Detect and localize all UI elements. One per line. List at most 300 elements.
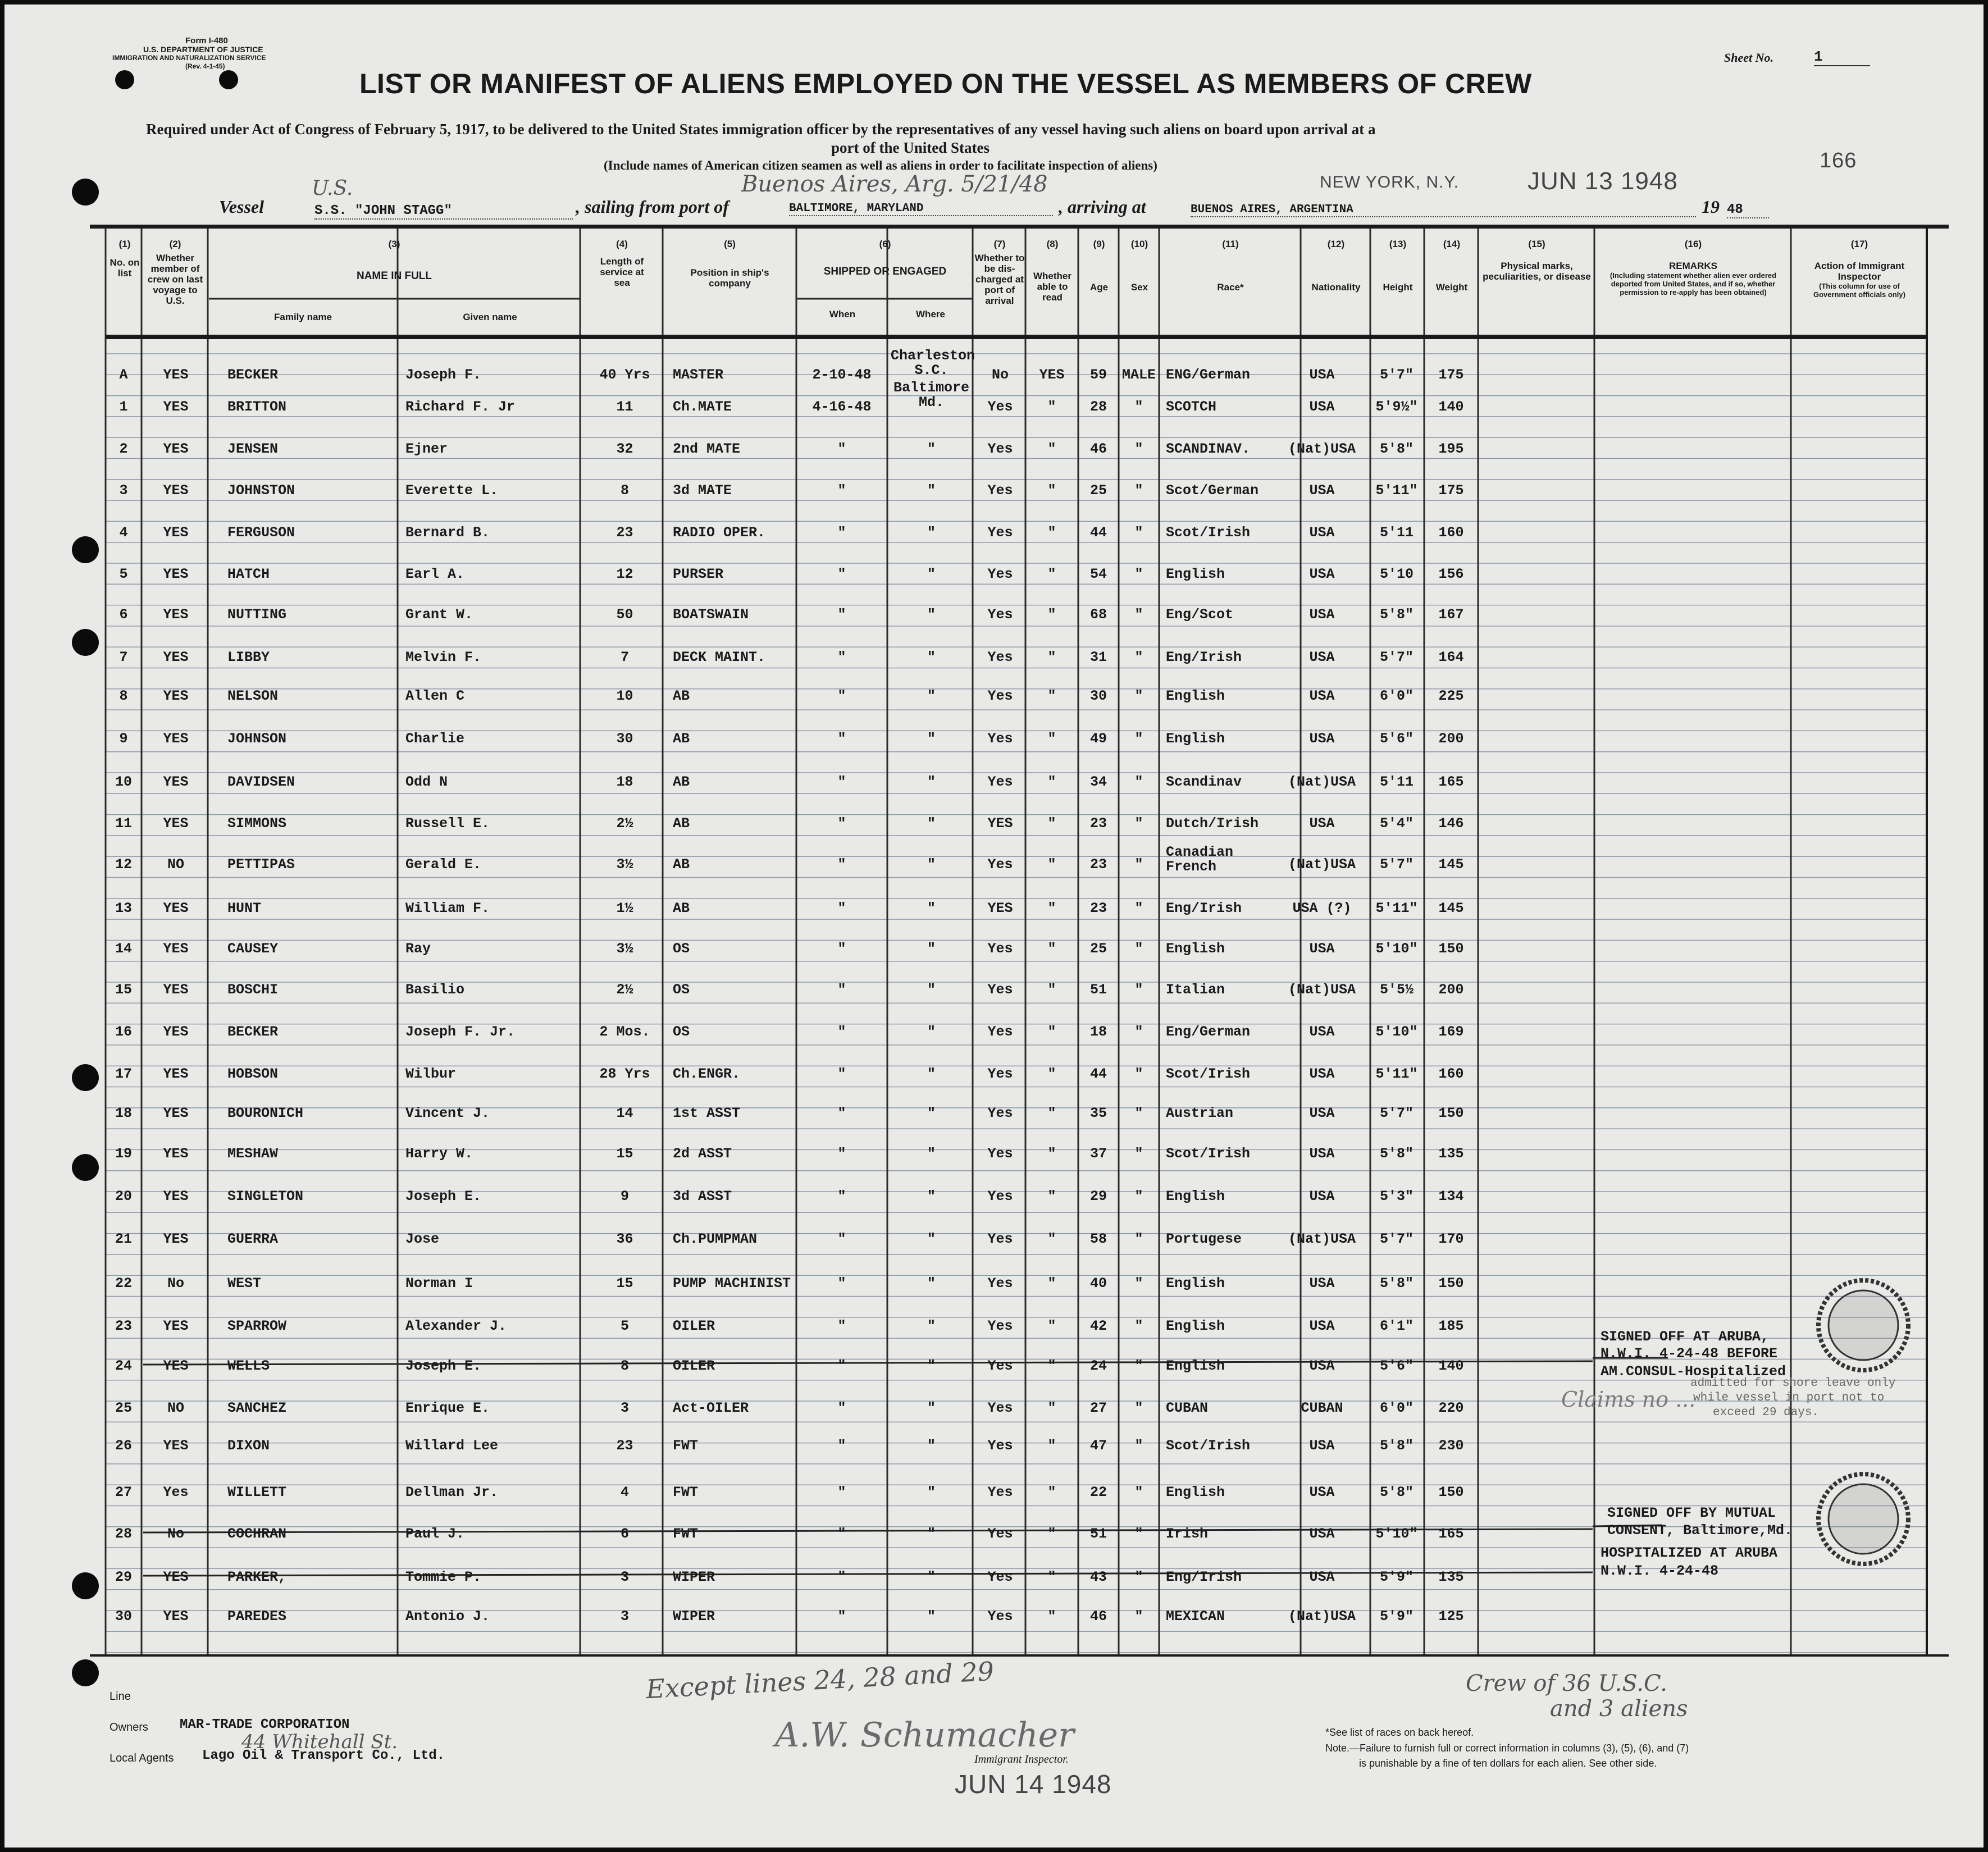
- row-10-given: Odd N: [405, 774, 448, 790]
- row-11-where: ": [927, 815, 936, 832]
- row-1-read: ": [1047, 399, 1056, 415]
- row-3-nat: USA: [1309, 482, 1335, 499]
- row-16-age: 18: [1089, 1024, 1107, 1040]
- row-5-no: 5: [119, 566, 128, 582]
- row-21-no: 21: [115, 1231, 132, 1247]
- row-7-family: LIBBY: [227, 649, 270, 665]
- row-17-age: 44: [1089, 1066, 1107, 1082]
- row-A-race: ENG/German: [1166, 367, 1251, 383]
- row-6-race: Eng/Scot: [1166, 606, 1234, 623]
- row-13-age: 23: [1089, 900, 1107, 916]
- row-27-weight: 150: [1438, 1484, 1464, 1500]
- remark-29-line-1: HOSPITALIZED AT ARUBA: [1601, 1545, 1778, 1561]
- row-12-service: 3½: [616, 856, 633, 873]
- row-3-read: ": [1047, 482, 1056, 499]
- row-4-service: 23: [616, 524, 633, 541]
- row-18-weight: 150: [1438, 1105, 1464, 1121]
- row-16-race: Eng/German: [1166, 1024, 1251, 1040]
- col-1-header: (1) No. on list: [110, 239, 140, 279]
- row-6-height: 5'8": [1379, 606, 1414, 623]
- row-12-age: 23: [1089, 856, 1107, 873]
- page-title: LIST OR MANIFEST OF ALIENS EMPLOYED ON THE VESSEL AS MEMBERS OF CREW: [359, 68, 1532, 99]
- row-5-sex: ": [1134, 566, 1143, 582]
- row-13-sex: ": [1134, 900, 1143, 916]
- form-revision: (Rev. 4-1-45): [185, 62, 225, 70]
- row-28-position: FWT: [673, 1526, 699, 1542]
- row-4-sex: ": [1134, 524, 1143, 541]
- row-7-disch: Yes: [987, 649, 1013, 665]
- row-A-family: BECKER: [227, 367, 279, 383]
- row-21-when: ": [837, 1231, 846, 1247]
- row-4-height: 5'11: [1379, 524, 1414, 541]
- row-19-family: MESHAW: [227, 1146, 279, 1162]
- row-19-no: 19: [115, 1146, 132, 1162]
- row-28-given: Paul J.: [405, 1526, 465, 1542]
- row-20-service: 9: [620, 1188, 629, 1205]
- consular-seal: [1829, 1484, 1898, 1554]
- row-12-weight: 145: [1438, 856, 1464, 873]
- row-A-service: 40 Yrs: [599, 367, 650, 383]
- col-7-header: (7) Whether to be dis-charged at port of arrival: [974, 239, 1025, 306]
- row-26-race: Scot/Irish: [1166, 1438, 1251, 1454]
- row-20-position: 3d ASST: [673, 1188, 732, 1205]
- row-22-height: 5'8": [1379, 1275, 1414, 1292]
- row-14-read: ": [1047, 941, 1056, 957]
- row-16-when: ": [837, 1024, 846, 1040]
- row-8-read: ": [1047, 688, 1056, 704]
- row-2-nat: (Nat)USA: [1288, 441, 1356, 457]
- row-3-disch: Yes: [987, 482, 1013, 499]
- row-15-service: 2½: [616, 982, 633, 998]
- row-24-age: 24: [1089, 1358, 1107, 1374]
- col-14-header: (14) Weight: [1435, 239, 1468, 293]
- row-25-last: NO: [167, 1400, 184, 1416]
- row-14-given: Ray: [405, 941, 431, 957]
- row-30-last: YES: [163, 1608, 189, 1625]
- row-12-sex: ": [1134, 856, 1143, 873]
- sailing-label: , sailing from port of: [576, 197, 729, 217]
- row-8-family: NELSON: [227, 688, 279, 704]
- row-A-height: 5'7": [1379, 367, 1414, 383]
- row-9-weight: 200: [1438, 731, 1464, 747]
- row-4-last: YES: [163, 524, 189, 541]
- row-20-no: 20: [115, 1188, 132, 1205]
- row-19-when: ": [837, 1146, 846, 1162]
- row-2-sex: ": [1134, 441, 1143, 457]
- row-29-service: 3: [620, 1569, 629, 1585]
- row-30-no: 30: [115, 1608, 132, 1625]
- row-2-age: 46: [1089, 441, 1107, 457]
- row-23-sex: ": [1134, 1318, 1143, 1334]
- row-9-no: 9: [119, 731, 128, 747]
- col-10-header: (10) Sex: [1130, 239, 1148, 293]
- row-8-age: 30: [1089, 688, 1107, 704]
- row-23-disch: Yes: [987, 1318, 1013, 1334]
- subtitle-line-1: Required under Act of Congress of February 5, 1917, to be delivered to the United States immigration officer by the representatives of any vessel having such aliens on board upon arrival at a: [146, 121, 1376, 138]
- row-20-height: 5'3": [1379, 1188, 1414, 1205]
- row-22-sex: ": [1134, 1275, 1143, 1292]
- row-19-sex: ": [1134, 1146, 1143, 1162]
- row-30-when: ": [837, 1608, 846, 1625]
- row-6-weight: 167: [1438, 606, 1464, 623]
- row-1-no: 1: [119, 399, 128, 415]
- row-27-nat: USA: [1309, 1484, 1335, 1500]
- row-18-nat: USA: [1309, 1105, 1335, 1121]
- row-15-read: ": [1047, 982, 1056, 998]
- row-20-given: Joseph E.: [405, 1188, 482, 1205]
- row-19-nat: USA: [1309, 1146, 1335, 1162]
- row-28-family: COCHRAN: [227, 1526, 287, 1542]
- row-28-sex: ": [1134, 1526, 1143, 1542]
- row-25-service: 3: [620, 1400, 629, 1416]
- row-10-disch: Yes: [987, 774, 1013, 790]
- agents-label: Local Agents: [110, 1752, 174, 1764]
- remark-29-line-2: N.W.I. 4-24-48: [1601, 1563, 1719, 1579]
- sheet-label: Sheet No.: [1724, 51, 1773, 65]
- row-30-disch: Yes: [987, 1608, 1013, 1625]
- row-17-race: Scot/Irish: [1166, 1066, 1251, 1082]
- penalty-note-1: Note.—Failure to furnish full or correct information in columns (3), (5), (6), and (7): [1325, 1742, 1689, 1754]
- col-8-header: (8) Whether able to read: [1033, 239, 1071, 303]
- row-11-sex: ": [1134, 815, 1143, 832]
- row-13-last: YES: [163, 900, 189, 916]
- row-19-position: 2d ASST: [673, 1146, 732, 1162]
- row-18-read: ": [1047, 1105, 1056, 1121]
- row-18-where: ": [927, 1105, 936, 1121]
- row-4-no: 4: [119, 524, 128, 541]
- row-8-weight: 225: [1438, 688, 1464, 704]
- col-3-header: (3) NAME IN FULL: [356, 239, 432, 282]
- row-22-family: WEST: [227, 1275, 262, 1292]
- row-9-nat: USA: [1309, 731, 1335, 747]
- row-1-disch: Yes: [987, 399, 1013, 415]
- row-29-given: Tommie P.: [405, 1569, 482, 1585]
- row-24-no: 24: [115, 1358, 132, 1374]
- row-28-disch: Yes: [987, 1526, 1013, 1542]
- row-21-family: GUERRA: [227, 1231, 279, 1247]
- row-30-read: ": [1047, 1608, 1056, 1625]
- row-2-when: ": [837, 441, 846, 457]
- row-4-race: Scot/Irish: [1166, 524, 1251, 541]
- row-5-when: ": [837, 566, 846, 582]
- row-28-last: No: [167, 1526, 184, 1542]
- row-29-position: WIPER: [673, 1569, 715, 1585]
- row-9-height: 5'6": [1379, 731, 1414, 747]
- row-A-weight: 175: [1438, 367, 1464, 383]
- row-25-height: 6'0": [1379, 1400, 1414, 1416]
- page-number-stamp: 166: [1820, 149, 1857, 172]
- remark-25-line-3: exceed 29 days.: [1713, 1406, 1820, 1419]
- row-1-when: 4-16-48: [812, 399, 872, 415]
- row-11-disch: YES: [987, 815, 1013, 832]
- row-4-weight: 160: [1438, 524, 1464, 541]
- row-3-height: 5'11": [1375, 482, 1418, 499]
- row-14-last: YES: [163, 941, 189, 957]
- row-4-read: ": [1047, 524, 1056, 541]
- row-9-position: AB: [673, 731, 690, 747]
- row-7-where: ": [927, 649, 936, 665]
- row-21-sex: ": [1134, 1231, 1143, 1247]
- crew-count-handwritten-2: and 3 aliens: [1550, 1696, 1688, 1722]
- row-8-given: Allen C: [405, 688, 465, 704]
- row-6-when: ": [837, 606, 846, 623]
- row-6-disch: Yes: [987, 606, 1013, 623]
- row-18-no: 18: [115, 1105, 132, 1121]
- row-17-height: 5'11": [1375, 1066, 1418, 1082]
- col-3-given-header: Given name: [463, 312, 517, 322]
- remark-25-line-2: while vessel in port not to: [1693, 1392, 1885, 1404]
- row-1-nat: USA: [1309, 399, 1335, 415]
- row-23-family: SPARROW: [227, 1318, 287, 1334]
- row-5-weight: 156: [1438, 566, 1464, 582]
- row-2-given: Ejner: [405, 441, 448, 457]
- row-19-last: YES: [163, 1146, 189, 1162]
- row-13-height: 5'11": [1375, 900, 1418, 916]
- row-11-no: 11: [115, 815, 132, 832]
- row-3-sex: ": [1134, 482, 1143, 499]
- row-27-age: 22: [1089, 1484, 1107, 1500]
- row-23-no: 23: [115, 1318, 132, 1334]
- row-27-no: 27: [115, 1484, 132, 1500]
- row-6-position: BOATSWAIN: [673, 606, 749, 623]
- row-27-given: Dellman Jr.: [405, 1484, 499, 1500]
- row-21-position: Ch.PUMPMAN: [673, 1231, 758, 1247]
- row-14-where: ": [927, 941, 936, 957]
- remark-25-line-1: admitted for shore leave only: [1690, 1377, 1896, 1390]
- row-25-age: 27: [1089, 1400, 1107, 1416]
- row-6-service: 50: [616, 606, 633, 623]
- row-15-when: ": [837, 982, 846, 998]
- row-20-age: 29: [1089, 1188, 1107, 1205]
- row-9-sex: ": [1134, 731, 1143, 747]
- row-22-when: ": [837, 1275, 846, 1292]
- row-A-disch: No: [991, 367, 1009, 383]
- row-21-last: YES: [163, 1231, 189, 1247]
- row-26-where: ": [927, 1438, 936, 1454]
- row-22-weight: 150: [1438, 1275, 1464, 1292]
- row-11-race: Dutch/Irish: [1166, 815, 1259, 832]
- row-22-nat: USA: [1309, 1275, 1335, 1292]
- row-19-age: 37: [1089, 1146, 1107, 1162]
- row-12-nat: (Nat)USA: [1288, 856, 1356, 873]
- row-4-position: RADIO OPER.: [673, 524, 766, 541]
- row-28-nat: USA: [1309, 1526, 1335, 1542]
- row-15-where: ": [927, 982, 936, 998]
- row-7-height: 5'7": [1379, 649, 1414, 665]
- row-18-given: Vincent J.: [405, 1105, 490, 1121]
- row-24-sex: ": [1134, 1358, 1143, 1374]
- row-27-height: 5'8": [1379, 1484, 1414, 1500]
- row-A-given: Joseph F.: [405, 367, 482, 383]
- row-4-family: FERGUSON: [227, 524, 295, 541]
- year: 48: [1727, 202, 1769, 218]
- row-9-when: ": [837, 731, 846, 747]
- row-17-no: 17: [115, 1066, 132, 1082]
- row-13-no: 13: [115, 900, 132, 916]
- row-11-given: Russell E.: [405, 815, 490, 832]
- row-15-no: 15: [115, 982, 132, 998]
- row-26-given: Willard Lee: [405, 1438, 499, 1454]
- date-stamp: JUN 13 1948: [1528, 167, 1678, 195]
- form-number: Form I-480: [185, 36, 228, 45]
- row-26-age: 47: [1089, 1438, 1107, 1454]
- row-28-when: ": [837, 1526, 846, 1542]
- row-12-race: Canadian French: [1166, 844, 1234, 875]
- row-13-disch: YES: [987, 900, 1013, 916]
- row-20-sex: ": [1134, 1188, 1143, 1205]
- row-A-age: 59: [1089, 367, 1107, 383]
- sheet-number: 1: [1814, 48, 1870, 66]
- arriving-port: BUENOS AIRES, ARGENTINA: [1191, 203, 1696, 217]
- row-28-read: ": [1047, 1526, 1056, 1542]
- row-7-no: 7: [119, 649, 128, 665]
- row-27-when: ": [837, 1484, 846, 1500]
- row-29-disch: Yes: [987, 1569, 1013, 1585]
- row-7-service: 7: [620, 649, 629, 665]
- row-4-given: Bernard B.: [405, 524, 490, 541]
- row-27-last: Yes: [163, 1484, 189, 1500]
- row-18-race: Austrian: [1166, 1105, 1234, 1121]
- row-13-where: ": [927, 900, 936, 916]
- row-24-when: ": [837, 1358, 846, 1374]
- row-25-when: ": [837, 1400, 846, 1416]
- row-8-where: ": [927, 688, 936, 704]
- remark-25-handwritten: Claims no ...: [1561, 1387, 1696, 1412]
- row-14-nat: USA: [1309, 941, 1335, 957]
- row-16-weight: 169: [1438, 1024, 1464, 1040]
- row-26-service: 23: [616, 1438, 633, 1454]
- row-21-service: 36: [616, 1231, 633, 1247]
- col-6-when-header: When: [829, 309, 856, 320]
- row-11-last: YES: [163, 815, 189, 832]
- row-12-where: ": [927, 856, 936, 873]
- row-16-given: Joseph F. Jr.: [405, 1024, 516, 1040]
- row-21-race: Portugese: [1166, 1231, 1242, 1247]
- row-6-family: NUTTING: [227, 606, 287, 623]
- row-11-family: SIMMONS: [227, 815, 287, 832]
- row-16-service: 2 Mos.: [599, 1024, 650, 1040]
- row-30-nat: (Nat)USA: [1288, 1608, 1356, 1625]
- row-26-last: YES: [163, 1438, 189, 1454]
- row-8-last: YES: [163, 688, 189, 704]
- row-11-service: 2½: [616, 815, 633, 832]
- row-13-service: 1½: [616, 900, 633, 916]
- row-26-no: 26: [115, 1438, 132, 1454]
- row-11-when: ": [837, 815, 846, 832]
- row-28-race: Irish: [1166, 1526, 1209, 1542]
- row-26-family: DIXON: [227, 1438, 270, 1454]
- row-30-height: 5'9": [1379, 1608, 1414, 1625]
- row-17-read: ": [1047, 1066, 1056, 1082]
- row-12-family: PETTIPAS: [227, 856, 295, 873]
- row-27-position: FWT: [673, 1484, 699, 1500]
- row-12-last: NO: [167, 856, 184, 873]
- row-20-where: ": [927, 1188, 936, 1205]
- row-24-position: OILER: [673, 1358, 715, 1374]
- row-24-read: ": [1047, 1358, 1056, 1374]
- row-1-sex: ": [1134, 399, 1143, 415]
- row-A-position: MASTER: [673, 367, 724, 383]
- row-19-weight: 135: [1438, 1146, 1464, 1162]
- row-16-disch: Yes: [987, 1024, 1013, 1040]
- row-17-last: YES: [163, 1066, 189, 1082]
- row-9-where: ": [927, 731, 936, 747]
- row-25-sex: ": [1134, 1400, 1143, 1416]
- row-20-last: YES: [163, 1188, 189, 1205]
- row-19-disch: Yes: [987, 1146, 1013, 1162]
- row-16-read: ": [1047, 1024, 1056, 1040]
- row-7-position: DECK MAINT.: [673, 649, 766, 665]
- row-28-service: 6: [620, 1526, 629, 1542]
- row-14-disch: Yes: [987, 941, 1013, 957]
- row-23-position: OILER: [673, 1318, 715, 1334]
- row-7-weight: 164: [1438, 649, 1464, 665]
- row-27-disch: Yes: [987, 1484, 1013, 1500]
- sailing-handwritten: Buenos Aires, Arg. 5/21/48: [741, 171, 1048, 197]
- row-13-when: ": [837, 900, 846, 916]
- row-A-when: 2-10-48: [812, 367, 872, 383]
- row-1-age: 28: [1089, 399, 1107, 415]
- row-1-height: 5'9½": [1375, 399, 1418, 415]
- row-1-position: Ch.MATE: [673, 399, 732, 415]
- row-3-weight: 175: [1438, 482, 1464, 499]
- row-A-no: A: [119, 367, 128, 383]
- row-15-sex: ": [1134, 982, 1143, 998]
- row-5-race: English: [1166, 566, 1225, 582]
- row-15-given: Basilio: [405, 982, 465, 998]
- col-2-header: (2) Whether member of crew on last voyage to U.S.: [147, 239, 203, 306]
- row-18-disch: Yes: [987, 1105, 1013, 1121]
- row-18-last: YES: [163, 1105, 189, 1121]
- row-23-where: ": [927, 1318, 936, 1334]
- col-16-header: (16) REMARKS (Including statement whether alien ever ordered deported from United States, and if so, whether permission to re-apply has been obtained): [1609, 239, 1777, 296]
- row-10-weight: 165: [1438, 774, 1464, 790]
- row-16-family: BECKER: [227, 1024, 279, 1040]
- row-30-weight: 125: [1438, 1608, 1464, 1625]
- row-5-disch: Yes: [987, 566, 1013, 582]
- year-prefix: 19: [1702, 197, 1720, 217]
- row-22-where: ": [927, 1275, 936, 1292]
- row-23-age: 42: [1089, 1318, 1107, 1334]
- row-29-nat: USA: [1309, 1569, 1335, 1585]
- row-10-last: YES: [163, 774, 189, 790]
- row-24-weight: 140: [1438, 1358, 1464, 1374]
- col-13-header: (13) Height: [1383, 239, 1413, 293]
- row-1-race: SCOTCH: [1166, 399, 1217, 415]
- col-11-header: (11) Race*: [1217, 239, 1244, 293]
- col-5-header: (5) Position in ship's company: [690, 239, 769, 289]
- row-2-where: ": [927, 441, 936, 457]
- row-27-read: ": [1047, 1484, 1056, 1500]
- row-8-position: AB: [673, 688, 690, 704]
- row-22-last: No: [167, 1275, 184, 1292]
- remark-28-line-1: SIGNED OFF BY MUTUAL: [1607, 1505, 1776, 1521]
- except-handwritten: Except lines 24, 28 and 29: [645, 1655, 995, 1705]
- row-22-given: Norman I: [405, 1275, 473, 1292]
- row-5-age: 54: [1089, 566, 1107, 582]
- row-2-service: 32: [616, 441, 633, 457]
- row-2-disch: Yes: [987, 441, 1013, 457]
- vessel-handwritten: U.S.: [312, 177, 353, 200]
- agents-value: Lago Oil & Transport Co., Ltd.: [202, 1748, 445, 1763]
- row-29-weight: 135: [1438, 1569, 1464, 1585]
- row-8-when: ": [837, 688, 846, 704]
- row-29-sex: ": [1134, 1569, 1143, 1585]
- consular-seal: [1829, 1290, 1898, 1360]
- row-16-no: 16: [115, 1024, 132, 1040]
- row-25-where: ": [927, 1400, 936, 1416]
- row-25-weight: 220: [1438, 1400, 1464, 1416]
